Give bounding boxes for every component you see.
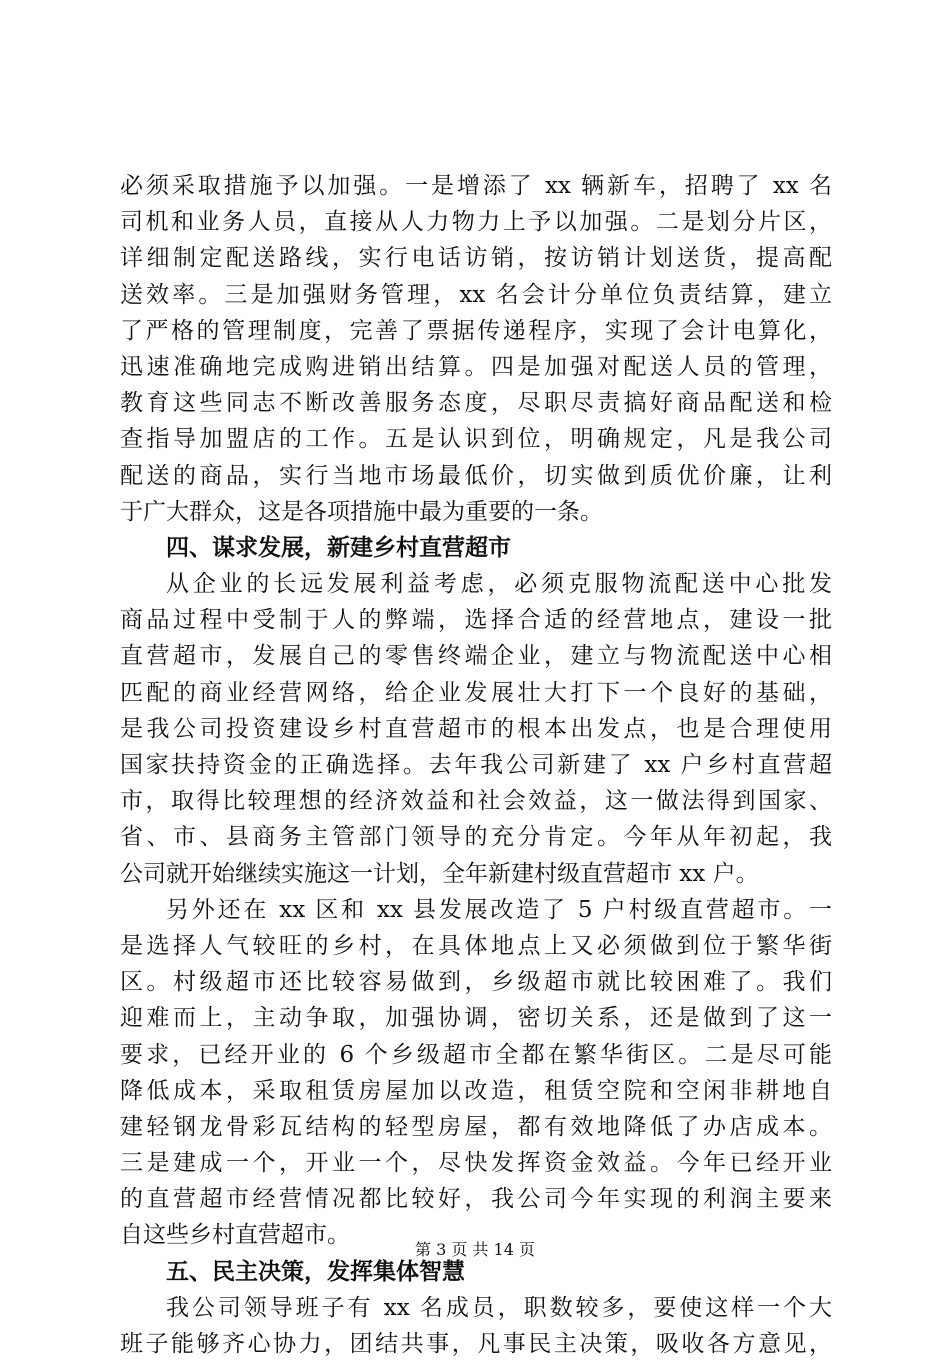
text-line: 教育这些同志不断改善服务态度，尽职尽责搞好商品配送和检 [120, 390, 832, 417]
text-line: 市，取得比较理想的经济效益和社会效益，这一做法得到国家、 [120, 788, 832, 815]
text-line: 要求，已经开业的 6 个乡级超市全都在繁华街区。二是尽可能 [120, 1041, 832, 1068]
text-line: 了严格的管理制度，完善了票据传递程序，实现了会计电算化， [120, 317, 832, 344]
page-number-label: 第 3 页 共 14 页 [415, 1240, 535, 1259]
text-line: 我公司领导班子有 xx 名成员，职数较多，要使这样一个大 [166, 1294, 832, 1321]
text-line: 司机和业务人员，直接从人力物力上予以加强。二是划分片区， [120, 209, 832, 236]
document-body [120, 168, 832, 1362]
section-heading: 五、民主决策，发挥集体智慧 [166, 1257, 465, 1285]
text-line: 配送的商品，实行当地市场最低价，切实做到质优价廉，让利 [120, 462, 832, 489]
text-line: 三是建成一个，开业一个，尽快发挥资金效益。今年已经开业 [120, 1150, 832, 1177]
text-line: 迎难而上，主动争取，加强协调，密切关系，还是做到了这一 [120, 1005, 832, 1032]
text-line: 国家扶持资金的正确选择。去年我公司新建了 xx 户乡村直营超 [120, 752, 832, 778]
text-line: 直营超市，发展自己的零售终端企业，建立与物流配送中心相 [120, 643, 832, 670]
text-line: 降低成本，采取租赁房屋加以改造，租赁空院和空闲非耕地自 [120, 1077, 832, 1104]
text-line: 从企业的长远发展利益考虑，必须克服物流配送中心批发 [166, 571, 832, 598]
text-line: 商品过程中受制于人的弊端，选择合适的经营地点，建设一批 [120, 607, 832, 634]
text-line: 另外还在 xx 区和 xx 县发展改造了 5 户村级直营超市。一 [166, 896, 832, 923]
section-heading: 四、谋求发展，新建乡村直营超市 [166, 533, 511, 561]
text-line: 送效率。三是加强财务管理，xx 名会计分单位负责结算，建立 [120, 281, 832, 308]
page-footer [0, 1240, 950, 1260]
text-line: 省、市、县商务主管部门领导的充分肯定。今年从年初起，我 [120, 824, 832, 851]
text-line: 详细制定配送路线，实行电话访销，按访销计划送货，提高配 [120, 245, 832, 272]
text-line: 是我公司投资建设乡村直营超市的根本出发点，也是合理使用 [120, 715, 832, 742]
text-line: 是选择人气较旺的乡村，在具体地点上又必须做到位于繁华街 [120, 932, 832, 959]
text-line: 于广大群众，这是各项措施中最为重要的一条。 [120, 498, 603, 525]
text-line: 迅速准确地完成购进销出结算。四是加强对配送人员的管理， [120, 353, 832, 380]
text-line: 区。村级超市还比较容易做到，乡级超市就比较困难了。我们 [120, 969, 832, 996]
text-line: 查指导加盟店的工作。五是认识到位，明确规定，凡是我公司 [120, 426, 832, 453]
text-line: 建轻钢龙骨彩瓦结构的轻型房屋，都有效地降低了办店成本。 [120, 1113, 832, 1140]
text-line: 必须采取措施予以加强。一是增添了 xx 辆新车，招聘了 xx 名 [120, 173, 832, 199]
text-line: 的直营超市经营情况都比较好，我公司今年实现的利润主要来 [120, 1186, 832, 1213]
text-line: 公司就开始继续实施这一计划，全年新建村级直营超市 xx 户。 [120, 860, 759, 887]
text-line: 班子能够齐心协力，团结共事，凡事民主决策，吸收各方意见， [120, 1331, 832, 1357]
text-line: 自这些乡村直营超市。 [120, 1222, 350, 1249]
text-line: 匹配的商业经营网络，给企业发展壮大打下一个良好的基础， [120, 679, 832, 706]
